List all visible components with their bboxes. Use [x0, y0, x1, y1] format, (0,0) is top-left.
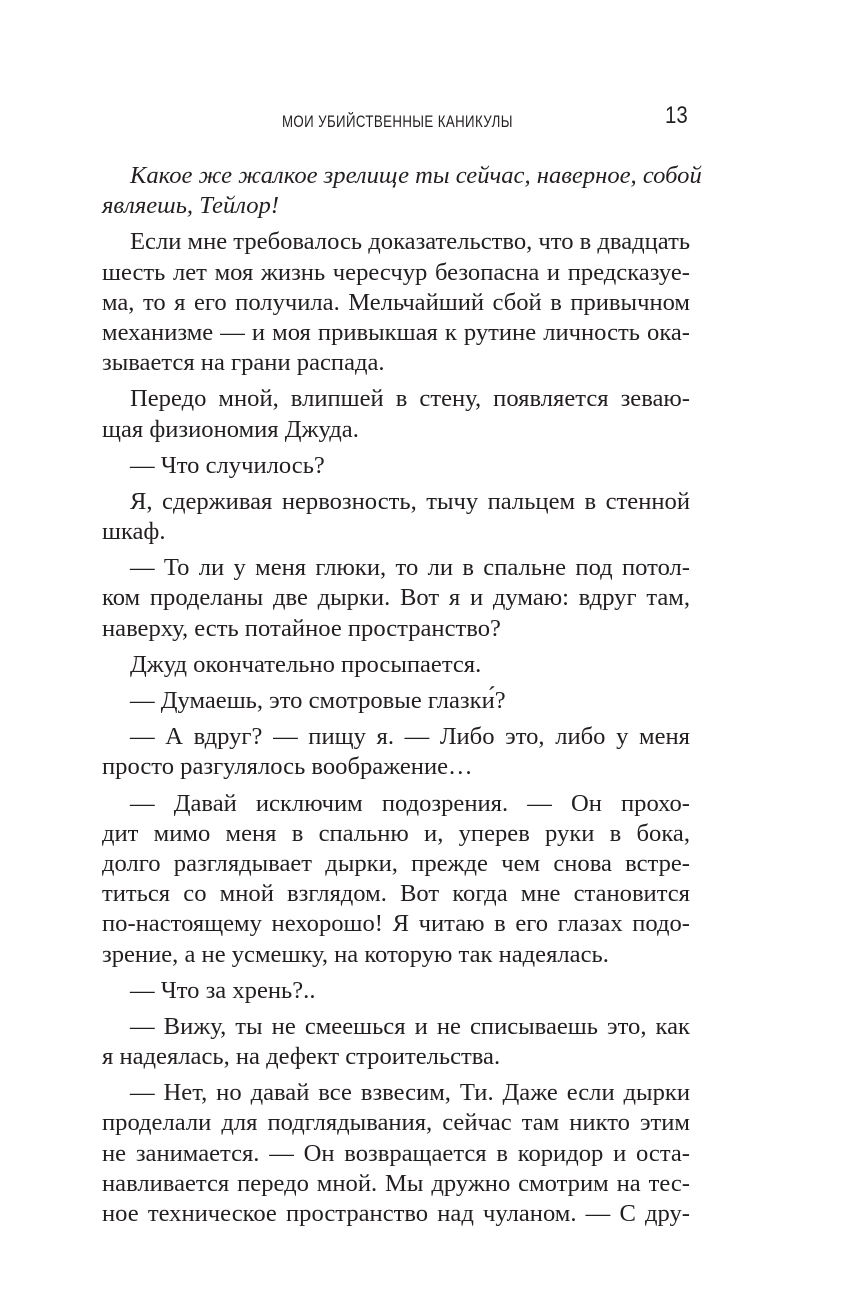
text-line: — А вдруг? — пищу я. — Либо это, либо у меня: [130, 723, 690, 751]
text-line: ное техническое пространство над чуланом. — С дру-: [102, 1200, 690, 1227]
text-line: зывается на грани распада.: [102, 349, 385, 377]
text-line: Передо мной, влипшей в стену, появляется зеваю-: [130, 385, 690, 413]
page-number: 13: [665, 102, 688, 129]
text-line: я надеялась, на дефект строительства.: [102, 1043, 501, 1071]
text-line: — Что случилось?: [130, 451, 325, 479]
paragraph: [102, 487, 690, 547]
paragraph: [102, 553, 690, 644]
paragraph: [102, 1012, 690, 1072]
running-header: [0, 102, 844, 138]
text-line: щая физиономия Джуда.: [102, 415, 359, 443]
text-line: Я, сдерживая нервозность, тычу пальцем в стенной: [130, 487, 690, 515]
paragraph: [102, 227, 690, 378]
paragraph: [102, 451, 690, 481]
text-line: навливается передо мной. Мы дружно смотрим на тес-: [102, 1169, 690, 1197]
running-title: МОИ УБИЙСТВЕННЫЕ КАНИКУЛЫ: [282, 112, 513, 131]
paragraph: [102, 1078, 690, 1229]
text-line: — То ли у меня глюки, то ли в спальне под потол-: [130, 554, 690, 582]
text-line: просто разгулялось воображение…: [102, 753, 473, 781]
paragraph: [102, 384, 690, 444]
text-line: дит мимо меня в спальню и, уперев руки в бока,: [102, 819, 690, 847]
text-line: — Нет, но давай все взвесим, Ти. Даже если дырки: [130, 1079, 690, 1107]
text-line: механизме — и моя привыкшая к рутине личность ока-: [102, 318, 690, 346]
paragraph: [102, 686, 690, 716]
text-line: — Думаешь, это смотровые глазки́?: [130, 687, 506, 714]
paragraph: [102, 722, 690, 782]
text-line: титься со мной взглядом. Вот когда мне становится: [102, 880, 690, 908]
paragraph: [102, 789, 690, 970]
paragraph: [102, 650, 690, 680]
text-line: Джуд окончательно просыпается.: [130, 650, 482, 678]
text-line: шесть лет моя жизнь чересчур безопасна и предсказуе-: [102, 258, 690, 286]
paragraph: [102, 161, 702, 221]
text-line: — Давай исключим подозрения. — Он прохо-: [130, 789, 690, 817]
paragraph: [102, 976, 690, 1006]
text-line: не занимается. — Он возвращается в коридор и оста-: [102, 1139, 690, 1167]
text-line: Какое же жалкое зрелище ты сейчас, наверное, собой: [130, 162, 702, 189]
text-line: наверху, есть потайное пространство?: [102, 614, 501, 642]
text-line: по-настоящему нехорошо! Я читаю в его глазах подо-: [102, 910, 690, 938]
text-line: зрение, а не усмешку, на которую так надеялась.: [102, 940, 609, 968]
text-line: долго разглядывает дырки, прежде чем снова встре-: [102, 849, 690, 877]
page-body: [102, 161, 702, 1229]
text-line: — Вижу, ты не смеешься и не списываешь это, как: [130, 1012, 690, 1040]
text-line: являешь, Тейлор!: [102, 192, 280, 220]
text-line: ком проделаны две дырки. Вот я и думаю: вдруг там,: [102, 584, 690, 612]
text-line: — Что за хрень?..: [130, 976, 316, 1004]
text-line: ма, то я его получила. Мельчайший сбой в привычном: [102, 288, 690, 316]
text-line: проделали для подглядывания, сейчас там никто этим: [102, 1109, 690, 1137]
text-line: шкаф.: [102, 518, 166, 546]
text-line: Если мне требовалось доказательство, что в двадцать: [130, 228, 691, 256]
